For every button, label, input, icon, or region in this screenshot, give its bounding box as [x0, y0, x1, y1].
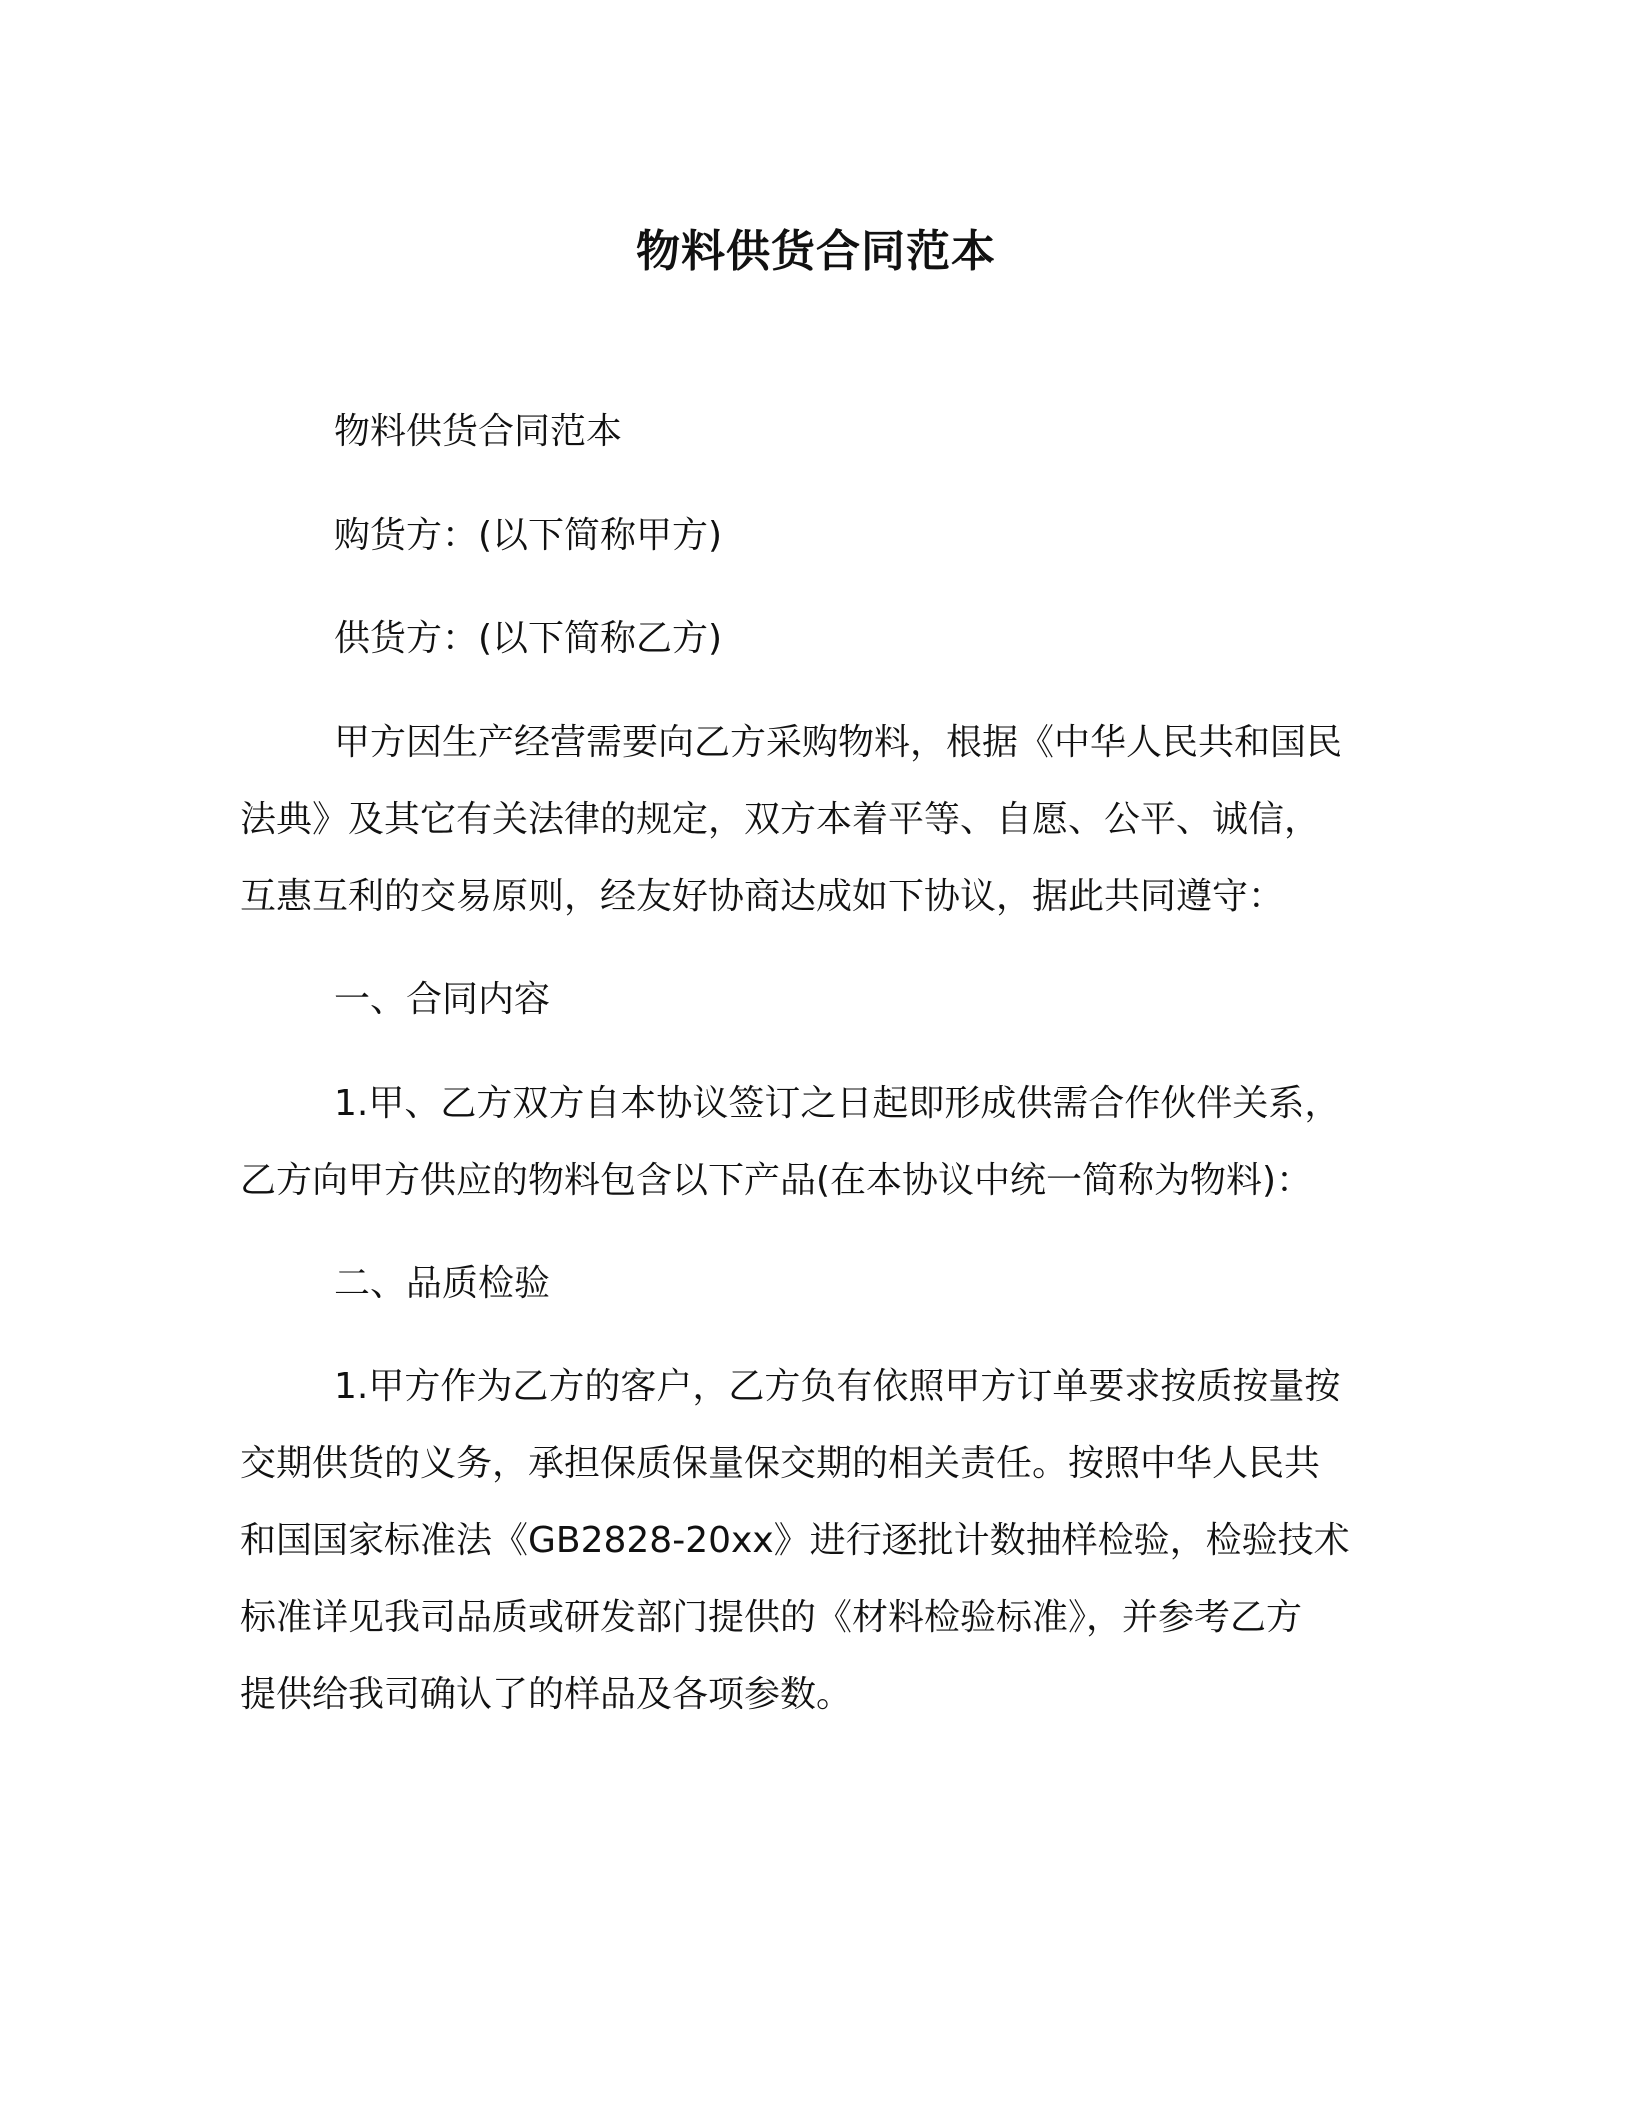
section2-clause1-line: 标准详见我司品质或研发部门提供的《材料检验标准》，并参考乙方 — [240, 1597, 1303, 1638]
section2-clause1-line: 和国国家标准法《GB2828-20xx》进行逐批计数抽样检验，检验技术 — [240, 1520, 1350, 1561]
section2-heading-paragraph — [240, 1245, 1392, 1322]
section1-heading-paragraph — [240, 961, 1392, 1038]
section1-clause1-line: 乙方向甲方供应的物料包含以下产品(在本协议中统一简称为物料)： — [240, 1160, 1313, 1201]
supplier-paragraph — [240, 600, 1392, 677]
section2-heading: 二、品质检验 — [334, 1263, 551, 1304]
preamble-line: 甲方因生产经营需要向乙方采购物料，根据《中华人民共和国民 — [334, 722, 1343, 763]
preamble-line: 互惠互利的交易原则，经友好协商达成如下协议，据此共同遵守： — [240, 876, 1285, 917]
subtitle-paragraph — [240, 393, 1392, 470]
preamble-line: 法典》及其它有关法律的规定，双方本着平等、自愿、公平、诚信， — [240, 799, 1321, 840]
supplier-text: 供货方：(以下简称乙方) — [334, 618, 723, 659]
document-title: 物料供货合同范本 — [636, 226, 996, 277]
subtitle-text: 物料供货合同范本 — [334, 411, 623, 452]
section2-clause1-line: 交期供货的义务，承担保质保量保交期的相关责任。按照中华人民共 — [240, 1443, 1321, 1484]
section2-clause1-line: 提供给我司确认了的样品及各项参数。 — [240, 1674, 853, 1715]
section1-clause1-line: 1.甲、乙方双方自本协议签订之日起即形成供需合作伙伴关系， — [334, 1083, 1341, 1124]
buyer-text: 购货方：(以下简称甲方) — [334, 515, 723, 556]
section2-clause1-line: 1.甲方作为乙方的客户，乙方负有依照甲方订单要求按质按量按 — [334, 1366, 1341, 1407]
section2-clause1-paragraph — [240, 1348, 1392, 1733]
buyer-paragraph — [240, 497, 1392, 574]
preamble-paragraph — [240, 704, 1392, 935]
section1-clause1-paragraph — [240, 1065, 1392, 1219]
section1-heading: 一、合同内容 — [334, 979, 551, 1020]
